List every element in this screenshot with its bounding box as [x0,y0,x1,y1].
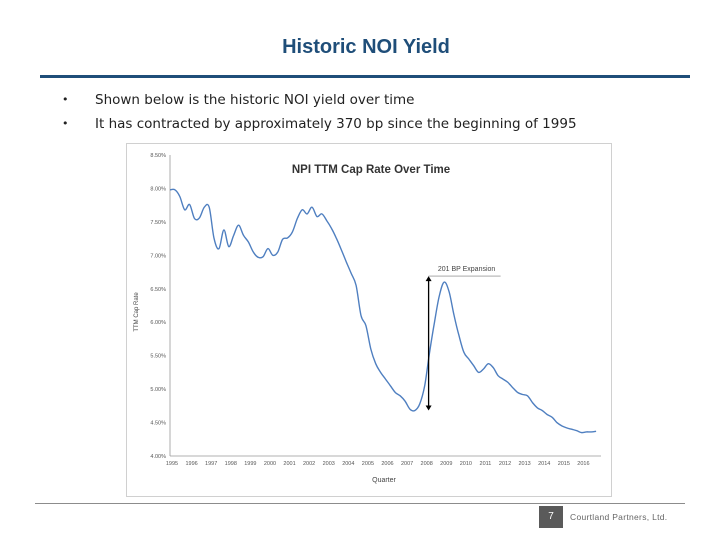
x-tick-label: 2003 [322,461,335,467]
bullet-item: • It has contracted by approximately 370 bp since the beginning of 1995 [62,112,577,136]
x-tick-label: 1997 [205,461,218,467]
cap-rate-chart [127,144,611,496]
page-number: 7 [539,506,563,528]
y-tick-label: 4.00% [150,454,166,460]
footer-company: Courtland Partners, Ltd. [570,512,668,522]
chart-title: NPI TTM Cap Rate Over Time [291,164,451,176]
bullet-list [62,88,577,136]
y-tick-label: 8.00% [150,186,166,193]
series-line [170,189,596,432]
y-tick-label: 4.50% [150,420,166,427]
x-tick-label: 2004 [342,461,355,467]
y-tick-label: 6.50% [150,286,166,293]
annotation-layer [426,266,501,410]
y-tick-label: 7.00% [150,253,166,260]
footer-rule [35,503,685,504]
x-tick-label: 2011 [479,461,492,467]
title-rule [40,75,690,78]
y-tick-label: 6.00% [150,320,166,327]
x-tick-label: 1996 [185,461,198,467]
x-tick-label: 2005 [361,461,375,467]
slide-title: Historic NOI Yield [282,36,450,58]
x-tick-label: 2007 [400,461,414,467]
x-tick-label: 2016 [577,461,590,467]
y-tick-labels [150,153,166,460]
bullet-item: • Shown below is the historic NOI yield over time [62,88,577,112]
x-tick-label: 2010 [459,461,472,467]
x-tick-label: 2014 [538,461,551,467]
x-tick-label: 1995 [165,461,179,467]
x-tick-label: 2001 [283,461,296,467]
annotation-label: 201 BP Expansion [437,266,496,274]
y-tick-label: 5.50% [150,353,166,360]
series-layer [170,189,596,432]
x-axis-label: Quarter [372,477,396,484]
annotation-arrowhead-down [426,406,432,411]
x-tick-label: 2009 [440,461,453,467]
x-tick-label: 2000 [263,461,277,467]
x-tick-labels [166,461,590,467]
x-tick-label: 2008 [420,461,433,467]
x-tick-label: 2015 [557,461,570,467]
x-tick-label: 1999 [244,461,257,467]
x-tick-label: 2013 [518,461,531,467]
x-tick-label: 2012 [498,461,512,467]
y-tick-label: 5.00% [150,387,166,394]
chart-frame [126,143,612,497]
x-tick-label: 2002 [303,461,316,467]
y-tick-label: 8.50% [150,153,166,159]
y-tick-label: 7.50% [150,219,166,226]
x-tick-label: 2006 [381,461,394,467]
y-axis-label: TTM Cap Rate [134,292,140,332]
annotation-arrowhead-up [426,276,432,281]
x-tick-label: 1998 [224,461,237,467]
